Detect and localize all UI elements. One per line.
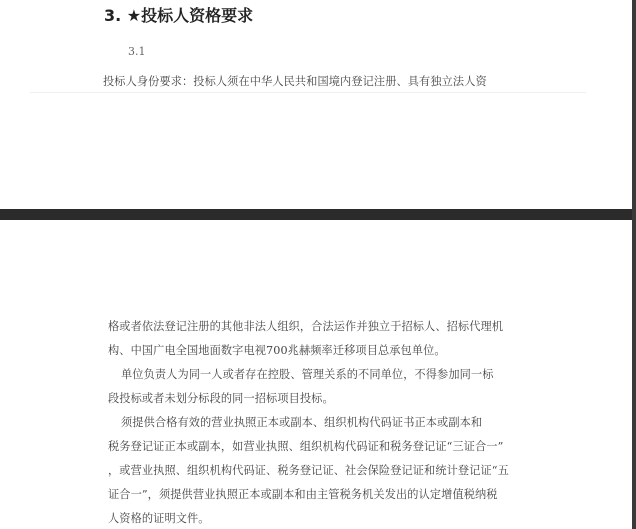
paragraph-line: 税务登记证正本或副本，如营业执照、组织机构代码证和税务登记证“三证合一”	[108, 440, 504, 453]
subsection-number: 3.1	[128, 45, 146, 58]
paragraph-line: 段投标或者未划分标段的同一招标项目投标。	[108, 392, 334, 405]
page-divider	[30, 92, 586, 93]
document-page-top	[0, 0, 632, 209]
paragraph-line: ，或营业执照、组织机构代码证、税务登记证、社会保险登记证和统计登记证“五	[108, 464, 509, 477]
paragraph-line: 格或者依法登记注册的其他非法人组织，合法运作并独立于招标人、招标代理机	[108, 320, 504, 333]
document-page-bottom	[0, 220, 632, 529]
paragraph-line: 证合一”，须提供营业执照正本或副本和由主管税务机关发出的认定增值税纳税	[108, 488, 498, 501]
paragraph-line: 须提供合格有效的营业执照正本或副本、组织机构代码证书正本或副本和	[121, 416, 483, 429]
paragraph-line: 人资格的证明文件。	[108, 512, 210, 525]
paragraph-line: 投标人身份要求：投标人须在中华人民共和国境内登记注册、具有独立法人资	[103, 75, 487, 88]
section-heading: 3. ★投标人资格要求	[104, 6, 254, 25]
paragraph-line: 构、中国广电全国地面数字电视700兆赫频率迁移项目总承包单位。	[108, 344, 446, 357]
vertical-scrollbar[interactable]	[632, 0, 636, 529]
paragraph-line: 单位负责人为同一人或者存在控股、管理关系的不同单位，不得参加同一标	[121, 368, 494, 381]
